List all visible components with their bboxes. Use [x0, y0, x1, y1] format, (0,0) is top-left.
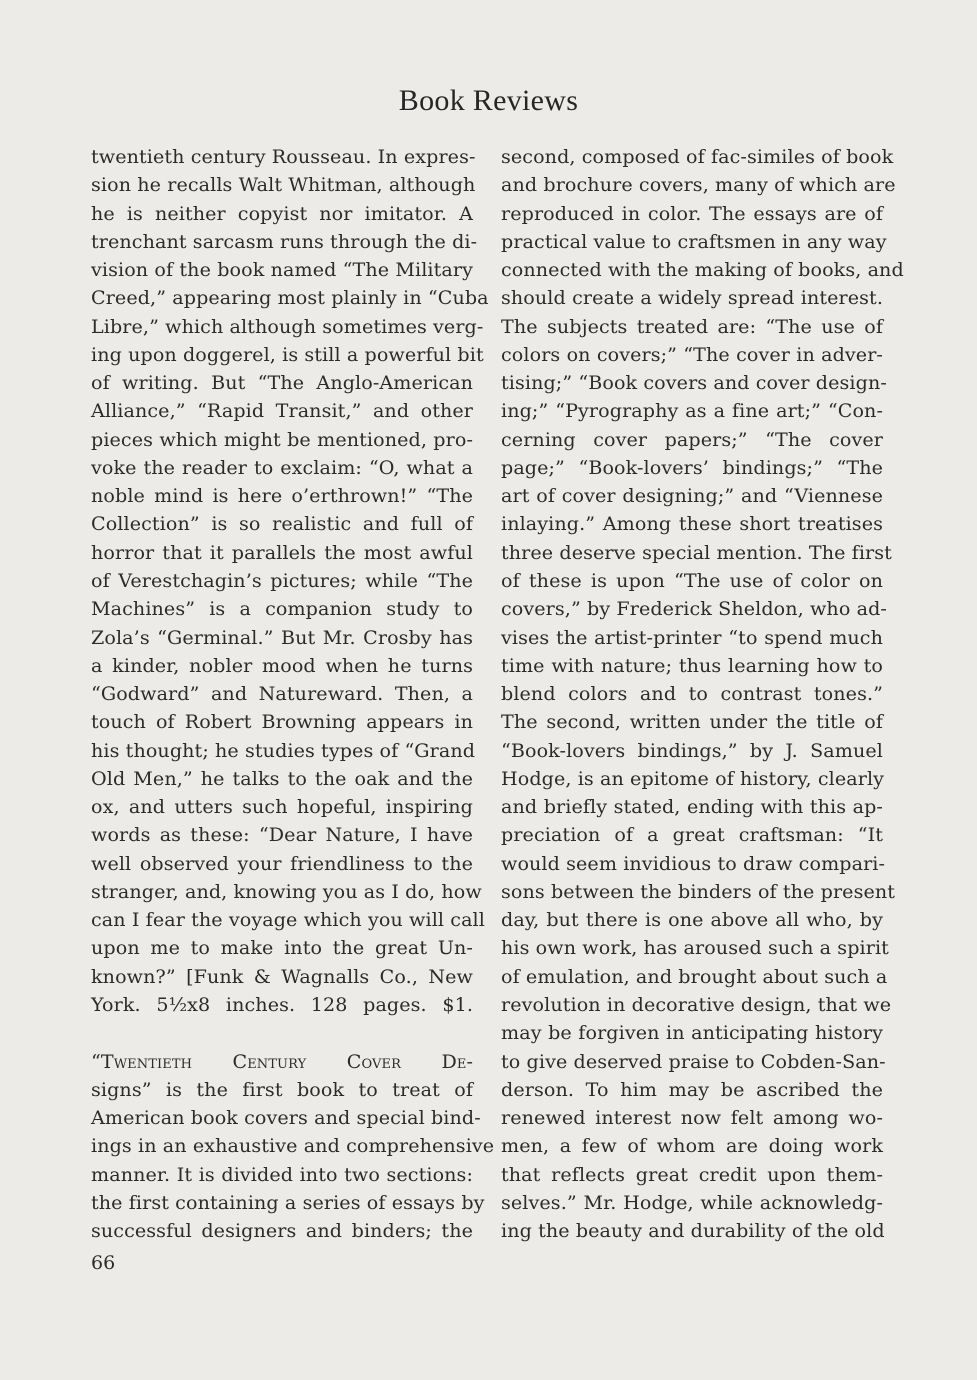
text-line: voke the reader to exclaim: “O, what a [91, 455, 473, 479]
text-line: he is neither copyist nor imitator. A [91, 201, 473, 225]
text-line: Zola’s “Germinal.” But Mr. Crosby has [91, 625, 473, 649]
text-line: cerning cover papers;” “The cover [501, 427, 883, 451]
text-line: selves.” Mr. Hodge, while acknowledg- [501, 1190, 883, 1214]
text-line: art of cover designing;” and “Viennese [501, 484, 883, 508]
text-line: American book covers and special bind- [91, 1106, 481, 1130]
review-heading-line: “Twentieth Century Cover De- [91, 1049, 473, 1073]
text-line: known?” [Funk & Wagnalls Co., New [91, 964, 473, 988]
text-line: connected with the making of books, and [501, 258, 904, 282]
text-line: vision of the book named “The Military [91, 258, 473, 282]
text-line: three deserve special mention. The first [501, 540, 892, 564]
text-line: sion he recalls Walt Whitman, although [91, 173, 476, 197]
text-line: sons between the binders of the present [501, 879, 896, 903]
text-line: would seem invidious to draw compari- [501, 851, 886, 875]
text-line: that reflects great credit upon them- [501, 1162, 883, 1186]
text-line: time with nature; thus learning how to [501, 653, 883, 677]
text-line: the first containing a series of essays by [91, 1190, 485, 1214]
text-line: words as these: “Dear Nature, I have [91, 823, 473, 847]
page-title: Book Reviews [398, 84, 579, 117]
text-line: page;” “Book-lovers’ bindings;” “The [501, 455, 883, 479]
text-line: Alliance,” “Rapid Transit,” and other [91, 399, 473, 423]
text-line: horror that it parallels the most awful [91, 540, 473, 564]
text-line: to give deserved praise to Cobden-San- [501, 1049, 886, 1073]
text-line: Libre,” which although sometimes verg- [91, 314, 484, 338]
text-line: colors on covers;” “The cover in adver- [501, 342, 883, 366]
text-line: tising;” “Book covers and cover design- [501, 371, 887, 395]
left-column [91, 143, 495, 1245]
text-line: inlaying.” Among these short treatises [501, 512, 883, 536]
text-line: ing the beauty and durability of the old [501, 1219, 885, 1243]
text-line: a kinder, nobler mood when he turns [91, 653, 473, 677]
text-line: ings in an exhaustive and comprehensive [91, 1134, 495, 1158]
text-line: manner. It is divided into two sections: [91, 1162, 473, 1186]
text-line: Collection” is so realistic and full of [91, 512, 473, 536]
text-line: touch of Robert Browning appears in [91, 710, 473, 734]
text-line: signs” is the first book to treat of [91, 1077, 473, 1101]
text-line: day, but there is one above all who, by [501, 908, 883, 932]
text-line: stranger, and, knowing you as I do, how [91, 879, 482, 903]
text-line: twentieth century Rousseau. In expres- [91, 145, 476, 168]
text-line: derson. To him may be ascribed the [501, 1077, 883, 1101]
text-line: ing;” “Pyrography as a fine art;” “Con- [501, 399, 883, 423]
text-line: noble mind is here o’erthrown!” “The [91, 484, 473, 508]
text-line: Old Men,” he talks to the oak and the [91, 766, 473, 790]
right-column [501, 143, 904, 1245]
text-line: should create a widely spread interest. [501, 286, 883, 310]
text-line: and brochure covers, many of which are [501, 173, 896, 197]
text-line: second, composed of fac-similes of book [501, 145, 894, 168]
text-line: men, a few of whom are doing work [501, 1134, 883, 1158]
text-line: blend colors and to contrast tones.” [501, 682, 883, 706]
text-line: Hodge, is an epitome of history, clearly [501, 766, 885, 790]
text-line: and briefly stated, ending with this ap- [501, 795, 883, 819]
text-line: York. 5½x8 inches. 128 pages. $1. [91, 992, 473, 1016]
text-line: of emulation, and brought about such a [501, 964, 888, 988]
page-number: 66 [91, 1252, 116, 1274]
text-line: vises the artist-printer “to spend much [501, 625, 883, 649]
text-line: of these is upon “The use of color on [501, 568, 883, 592]
text-line: ing upon doggerel, is still a powerful bit [91, 342, 484, 366]
text-line: pieces which might be mentioned, pro- [91, 427, 473, 451]
text-line: can I fear the voyage which you will call [91, 908, 485, 932]
text-line: revolution in decorative design, that we [501, 992, 892, 1016]
text-line: his thought; he studies types of “Grand [91, 738, 476, 762]
text-line: upon me to make into the great Un- [91, 936, 473, 960]
text-line: ox, and utters such hopeful, inspiring [91, 795, 473, 819]
text-line: “Book-lovers bindings,” by J. Samuel [501, 738, 883, 762]
text-line: Machines” is a companion study to [91, 597, 473, 621]
paragraph-gap [91, 1019, 473, 1047]
text-line: may be forgiven in anticipating history [501, 1021, 883, 1045]
text-line: of Verestchagin’s pictures; while “The [91, 568, 473, 592]
text-line: The subjects treated are: “The use of [501, 314, 883, 338]
text-line: reproduced in color. The essays are of [501, 201, 883, 225]
text-line: covers,” by Frederick Sheldon, who ad- [501, 597, 887, 621]
text-line: practical value to craftsmen in any way [501, 229, 887, 253]
text-line: renewed interest now felt among wo- [501, 1106, 883, 1130]
text-line: “Godward” and Natureward. Then, a [91, 682, 473, 706]
text-line: The second, written under the title of [501, 710, 883, 734]
text-line: successful designers and binders; the [91, 1219, 473, 1243]
text-line: preciation of a great craftsman: “It [501, 823, 883, 847]
text-line: well observed your friendliness to the [91, 851, 473, 875]
text-line: his own work, has aroused such a spirit [501, 936, 889, 960]
text-line: Creed,” appearing most plainly in “Cuba [91, 286, 489, 310]
text-line: trenchant sarcasm runs through the di- [91, 229, 478, 253]
text-line: of writing. But “The Anglo-American [91, 371, 473, 395]
